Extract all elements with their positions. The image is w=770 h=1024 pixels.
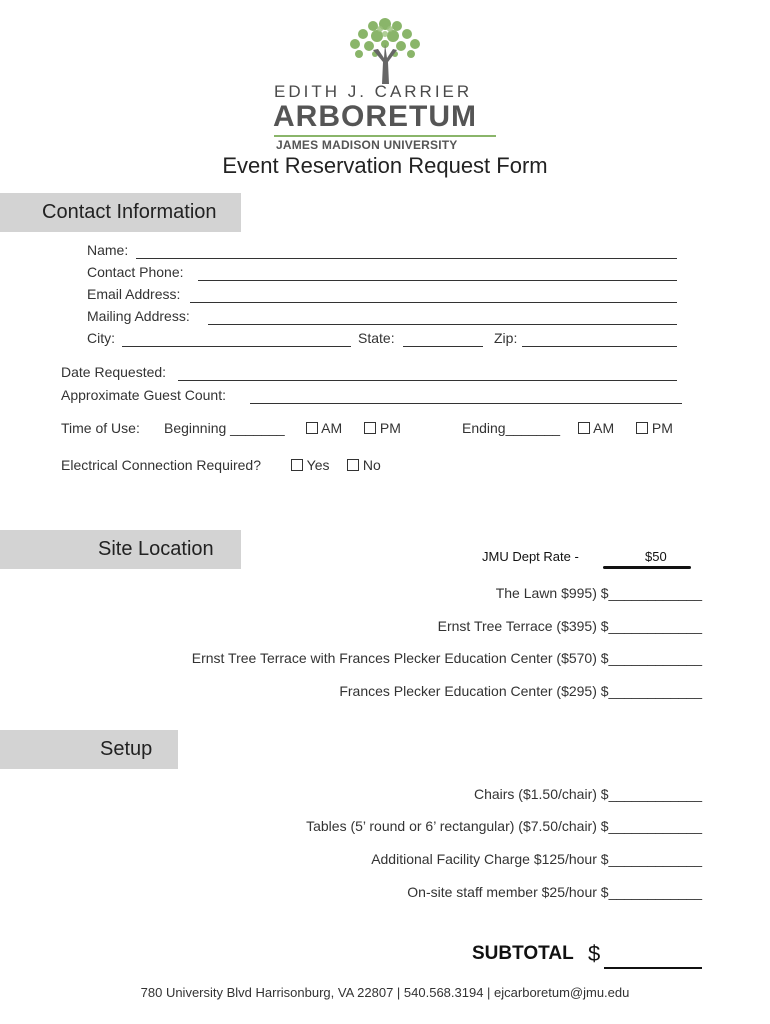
electrical-no-option[interactable] (347, 457, 381, 473)
fee-onsite-staff[interactable]: On-site staff member $25/hour $____________ (407, 884, 702, 900)
phone-field[interactable] (198, 280, 677, 281)
beginning-label: Beginning _______ (164, 420, 285, 436)
electrical-no-checkbox[interactable] (347, 459, 359, 471)
mailing-address-field[interactable] (208, 324, 677, 325)
date-requested-field[interactable] (178, 380, 677, 381)
fee-tables[interactable]: Tables (5’ round or 6’ rectangular) ($7.50/chair) $____________ (306, 818, 702, 834)
fee-chairs[interactable]: Chairs ($1.50/chair) $____________ (473, 786, 702, 802)
begin-am-option[interactable] (306, 420, 342, 436)
state-field[interactable] (403, 346, 483, 347)
electrical-yes-checkbox[interactable] (291, 459, 303, 471)
mailing-address-label: Mailing Address: (87, 308, 190, 324)
dept-rate-label: JMU Dept Rate - (482, 549, 579, 564)
dept-rate-value: $50 (645, 549, 667, 564)
state-label: State: (358, 330, 395, 346)
begin-am-label: AM (321, 420, 343, 436)
fee-education-center[interactable]: Frances Plecker Education Center ($295) $____________ (339, 683, 702, 699)
city-field[interactable] (122, 346, 351, 347)
form-title: Event Reservation Request Form (222, 153, 548, 178)
date-requested-label: Date Requested: (61, 364, 167, 380)
fee-terrace-with-education-center[interactable]: Ernst Tree Terrace with Frances Plecker Education Center ($570) $____________ (191, 650, 702, 666)
section-header-contact: Contact Information (0, 193, 241, 232)
zip-label: Zip: (494, 330, 518, 346)
end-am-option[interactable] (578, 420, 614, 436)
email-label: Email Address: (87, 286, 181, 302)
electrical-yes-option[interactable] (291, 457, 329, 473)
subtotal-field[interactable] (604, 967, 702, 969)
begin-pm-option[interactable] (364, 420, 401, 436)
email-field[interactable] (190, 302, 677, 303)
fee-ernst-tree-terrace[interactable]: Ernst Tree Terrace ($395) $____________ (437, 618, 702, 634)
logo-university: JAMES MADISON UNIVERSITY (276, 138, 458, 152)
city-label: City: (87, 330, 115, 346)
fee-the-lawn[interactable]: The Lawn $995) $____________ (495, 585, 702, 601)
arboretum-logo (270, 14, 500, 152)
end-pm-option[interactable] (636, 420, 673, 436)
dept-rate-underline (603, 566, 691, 569)
end-pm-checkbox[interactable] (636, 422, 648, 434)
guest-count-label: Approximate Guest Count: (61, 387, 226, 403)
zip-field[interactable] (522, 346, 677, 347)
fee-additional-facility[interactable]: Additional Facility Charge $125/hour $____________ (371, 851, 702, 867)
subtotal-label: SUBTOTAL (472, 943, 574, 964)
end-am-checkbox[interactable] (578, 422, 590, 434)
name-field[interactable] (136, 258, 677, 259)
section-header-setup: Setup (0, 730, 178, 769)
guest-count-field[interactable] (250, 403, 682, 404)
end-am-label: AM (593, 420, 615, 436)
footer-contact: 780 University Blvd Harrisonburg, VA 22807 | 540.568.3194 | ejcarboretum@jmu.edu (140, 985, 630, 1000)
section-header-site: Site Location (0, 530, 241, 569)
end-pm-label: PM (651, 420, 673, 436)
ending-label: Ending_______ (462, 420, 561, 436)
logo-divider (274, 135, 496, 137)
begin-pm-label: PM (379, 420, 401, 436)
time-of-use-label: Time of Use: (61, 420, 140, 436)
logo-wordmark: ARBORETUM (273, 100, 477, 133)
phone-label: Contact Phone: (87, 264, 184, 280)
begin-am-checkbox[interactable] (306, 422, 318, 434)
electrical-yes-label: Yes (306, 457, 330, 473)
begin-pm-checkbox[interactable] (364, 422, 376, 434)
name-label: Name: (87, 242, 129, 258)
subtotal-dollar-sign: $ (588, 941, 601, 966)
electrical-label: Electrical Connection Required? (61, 457, 261, 473)
tree-icon (345, 14, 425, 84)
logo-line-1: EDITH J. CARRIER (274, 82, 473, 101)
electrical-no-label: No (362, 457, 381, 473)
